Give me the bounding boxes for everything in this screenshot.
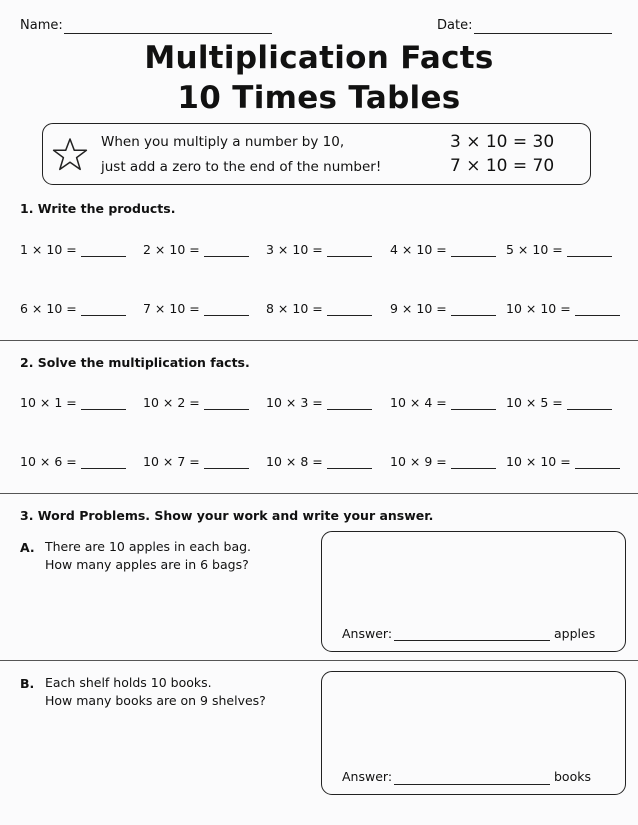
problem-item bbox=[266, 454, 372, 469]
problem-item bbox=[20, 242, 126, 257]
answer-label-b: Answer: bbox=[342, 769, 393, 784]
problem-item bbox=[143, 301, 249, 316]
divider bbox=[0, 340, 638, 341]
problem-text: 10 × 1 = bbox=[20, 395, 77, 410]
answer-blank[interactable] bbox=[81, 468, 126, 469]
answer-blank[interactable] bbox=[81, 256, 126, 257]
problem-text: 10 × 6 = bbox=[20, 454, 77, 469]
answer-blank[interactable] bbox=[327, 468, 372, 469]
section-1-title: 1. Write the products. bbox=[20, 201, 176, 216]
problem-text: 10 × 4 = bbox=[390, 395, 447, 410]
problem-text: 2 × 10 = bbox=[143, 242, 200, 257]
problem-text: 10 × 10 = bbox=[506, 454, 571, 469]
answer-blank[interactable] bbox=[451, 315, 496, 316]
problem-item bbox=[266, 395, 372, 410]
problem-item bbox=[143, 454, 249, 469]
problem-a-line-1: There are 10 apples in each bag. bbox=[45, 539, 252, 554]
problem-text: 10 × 3 = bbox=[266, 395, 323, 410]
answer-blank[interactable] bbox=[567, 409, 612, 410]
problem-item bbox=[266, 242, 372, 257]
problem-text: 10 × 2 = bbox=[143, 395, 200, 410]
problem-b-line-1: Each shelf holds 10 books. bbox=[45, 675, 212, 690]
answer-blank[interactable] bbox=[575, 315, 620, 316]
problem-text: 1 × 10 = bbox=[20, 242, 77, 257]
problem-item bbox=[390, 454, 496, 469]
divider bbox=[0, 493, 638, 494]
problem-b-line-2: How many books are on 9 shelves? bbox=[45, 693, 266, 708]
answer-blank[interactable] bbox=[451, 256, 496, 257]
star-icon bbox=[52, 137, 88, 173]
page-subtitle: 10 Times Tables bbox=[177, 80, 461, 116]
answer-blank[interactable] bbox=[575, 468, 620, 469]
answer-blank[interactable] bbox=[451, 468, 496, 469]
problem-text: 4 × 10 = bbox=[390, 242, 447, 257]
problem-item bbox=[506, 301, 620, 316]
problem-text: 3 × 10 = bbox=[266, 242, 323, 257]
answer-blank[interactable] bbox=[451, 409, 496, 410]
answer-blank[interactable] bbox=[204, 409, 249, 410]
answer-blank[interactable] bbox=[327, 315, 372, 316]
problem-a-line-2: How many apples are in 6 bags? bbox=[45, 557, 249, 572]
answer-blank[interactable] bbox=[81, 315, 126, 316]
problem-text: 7 × 10 = bbox=[143, 301, 200, 316]
problem-text: 10 × 8 = bbox=[266, 454, 323, 469]
answer-blank[interactable] bbox=[204, 256, 249, 257]
answer-blank[interactable] bbox=[327, 256, 372, 257]
problem-b-letter: B. bbox=[20, 676, 35, 691]
name-label: Name: bbox=[20, 18, 63, 33]
problem-item bbox=[20, 395, 126, 410]
page-title: Multiplication Facts bbox=[144, 40, 494, 76]
answer-field-b[interactable] bbox=[394, 784, 550, 785]
problem-item bbox=[390, 242, 496, 257]
answer-label-a: Answer: bbox=[342, 626, 393, 641]
tip-example-2: 7 × 10 = 70 bbox=[450, 156, 555, 176]
problem-item bbox=[506, 242, 612, 257]
problem-text: 6 × 10 = bbox=[20, 301, 77, 316]
date-field[interactable] bbox=[474, 33, 612, 34]
problem-item bbox=[506, 395, 612, 410]
problem-text: 10 × 9 = bbox=[390, 454, 447, 469]
tip-line-2: just add a zero to the end of the number! bbox=[101, 159, 382, 175]
answer-unit-a: apples bbox=[554, 626, 596, 641]
problem-item bbox=[266, 301, 372, 316]
date-label: Date: bbox=[437, 18, 473, 33]
problem-a-letter: A. bbox=[20, 540, 35, 555]
section-2-title: 2. Solve the multiplication facts. bbox=[20, 355, 250, 370]
problem-text: 10 × 10 = bbox=[506, 301, 571, 316]
answer-field-a[interactable] bbox=[394, 640, 550, 641]
problem-item bbox=[20, 454, 126, 469]
name-field[interactable] bbox=[64, 33, 272, 34]
problem-text: 8 × 10 = bbox=[266, 301, 323, 316]
answer-unit-b: books bbox=[554, 769, 591, 784]
answer-blank[interactable] bbox=[204, 468, 249, 469]
problem-item bbox=[390, 301, 496, 316]
problem-text: 9 × 10 = bbox=[390, 301, 447, 316]
answer-blank[interactable] bbox=[81, 409, 126, 410]
problem-item bbox=[506, 454, 620, 469]
divider bbox=[0, 660, 638, 661]
problem-text: 10 × 5 = bbox=[506, 395, 563, 410]
answer-blank[interactable] bbox=[567, 256, 612, 257]
answer-blank[interactable] bbox=[204, 315, 249, 316]
problem-text: 5 × 10 = bbox=[506, 242, 563, 257]
problem-item bbox=[143, 395, 249, 410]
tip-example-1: 3 × 10 = 30 bbox=[450, 132, 555, 152]
tip-line-1: When you multiply a number by 10, bbox=[101, 134, 345, 150]
problem-item bbox=[390, 395, 496, 410]
answer-blank[interactable] bbox=[327, 409, 372, 410]
problem-text: 10 × 7 = bbox=[143, 454, 200, 469]
problem-item bbox=[20, 301, 126, 316]
section-3-title: 3. Word Problems. Show your work and write your answer. bbox=[20, 508, 434, 523]
problem-item bbox=[143, 242, 249, 257]
